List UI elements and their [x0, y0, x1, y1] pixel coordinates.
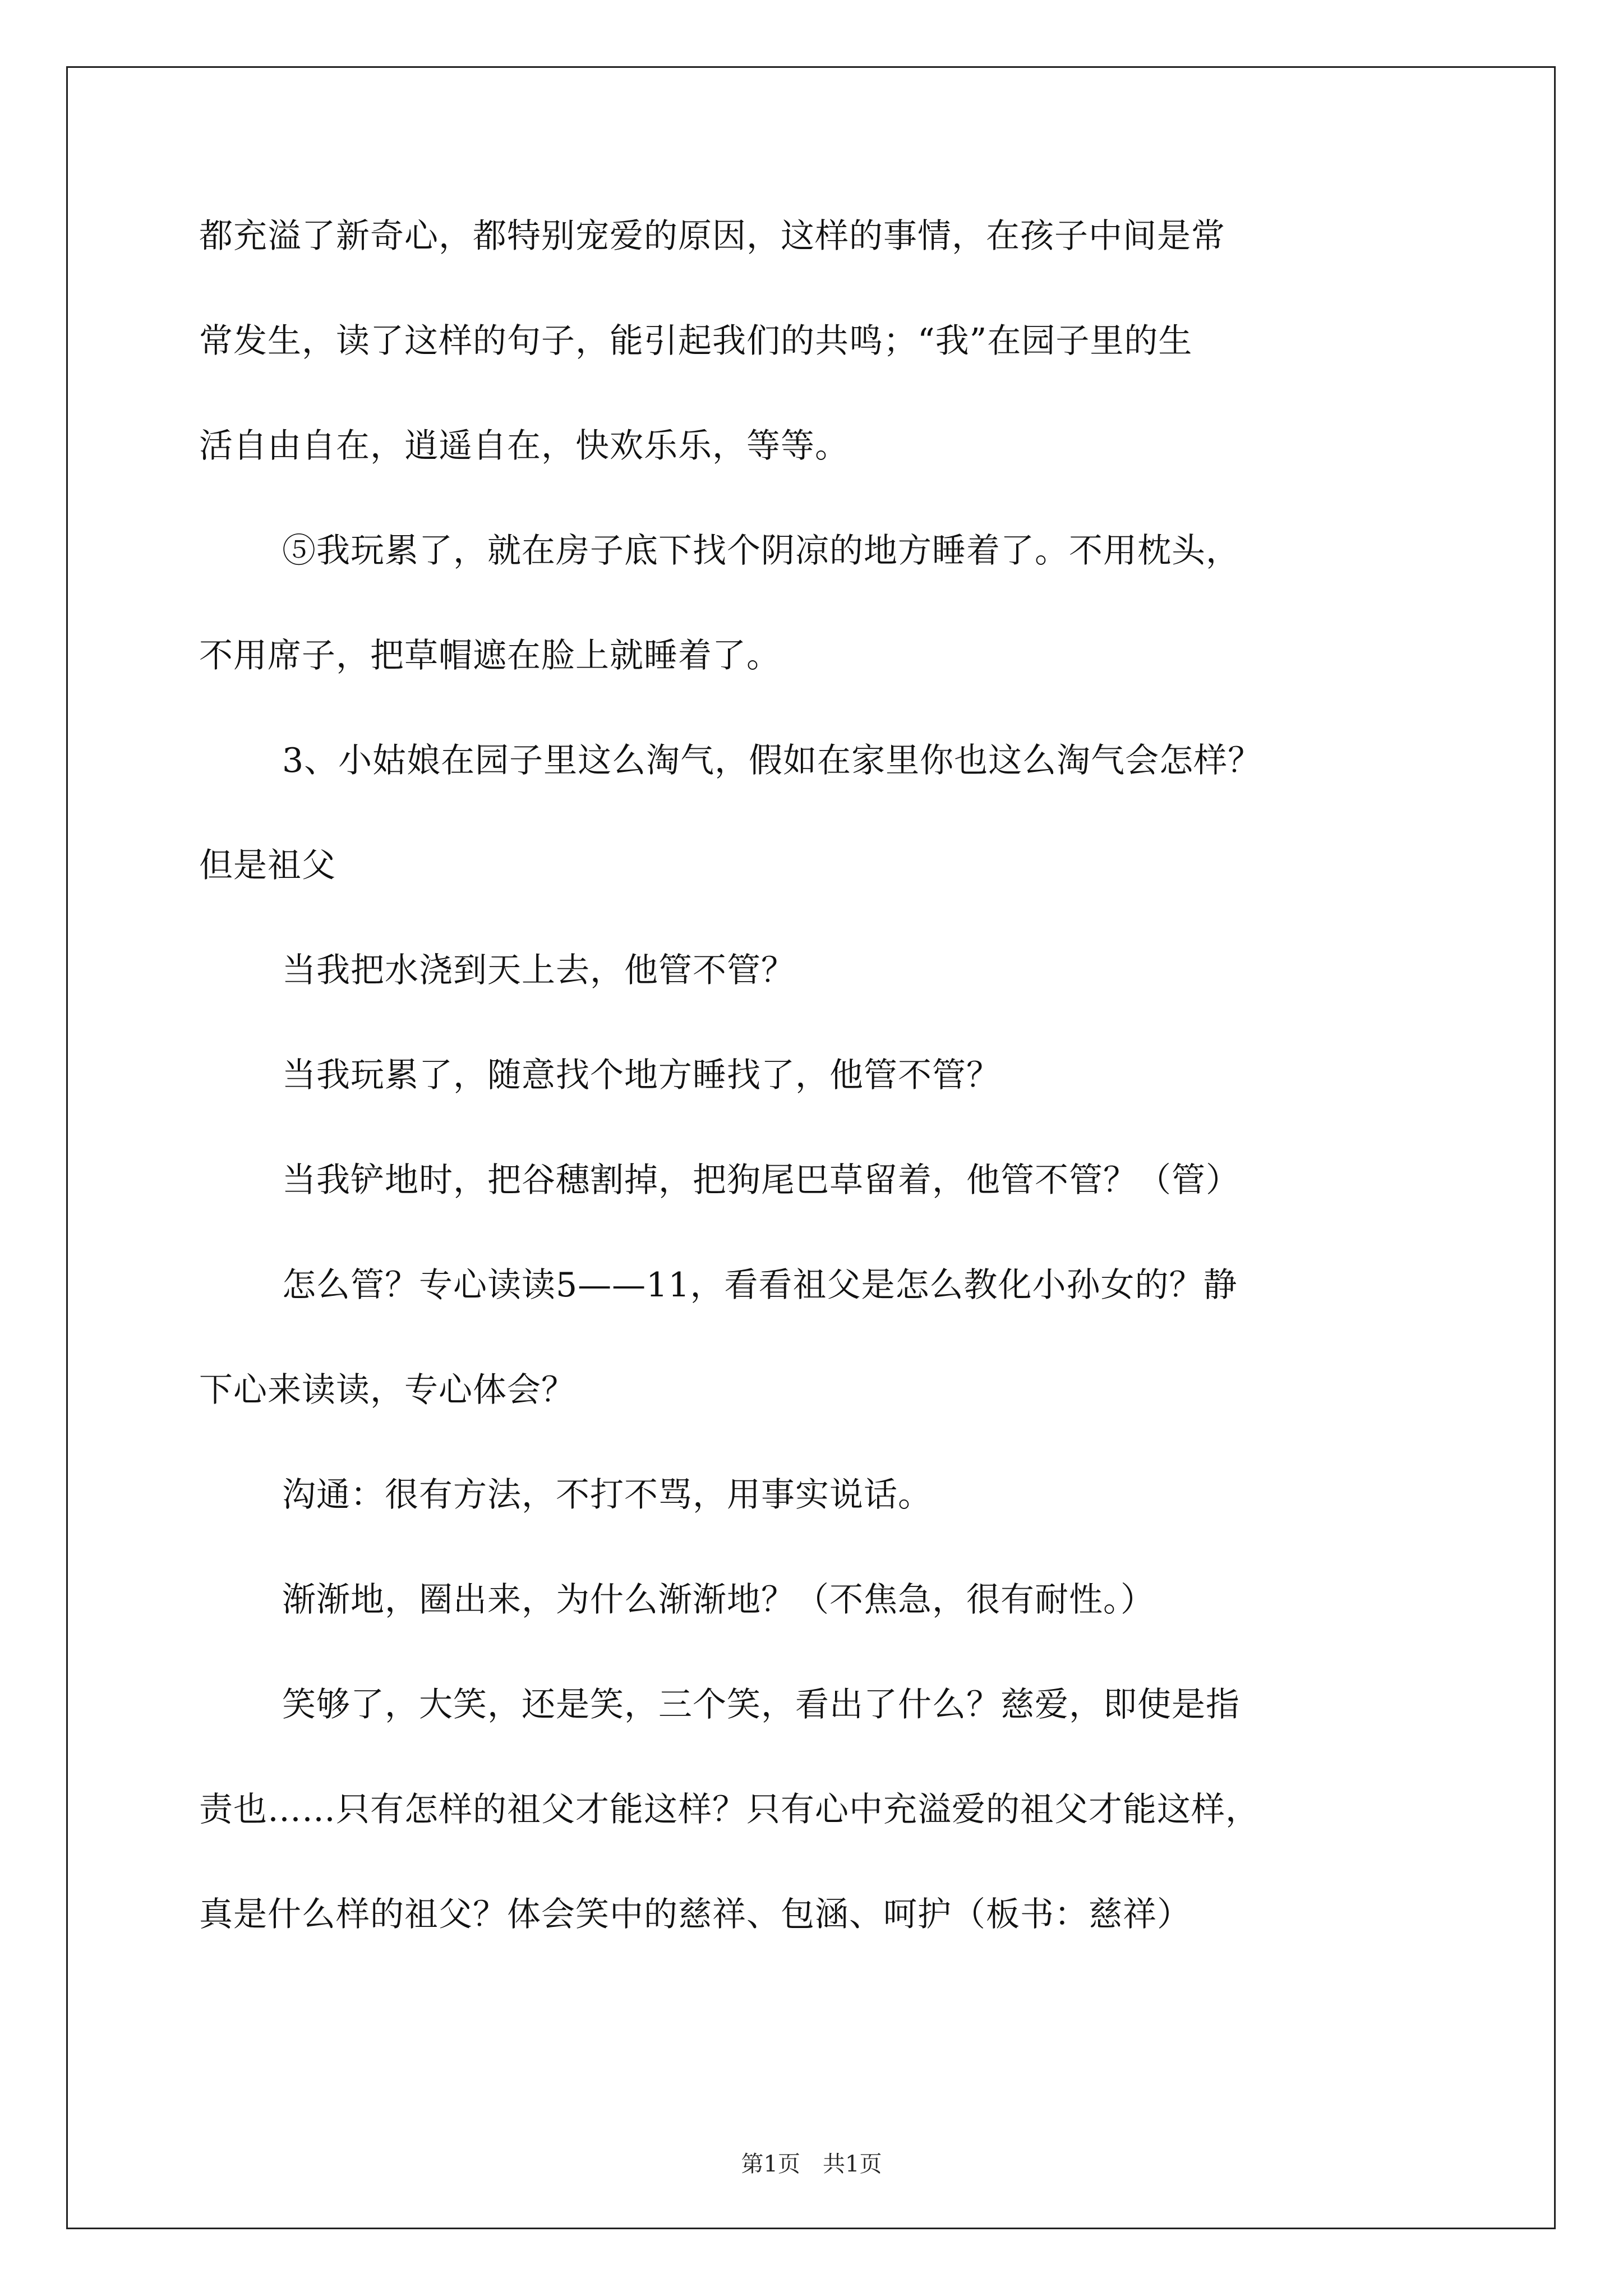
text-line: 3、小姑娘在园子里这么淘气，假如在家里你也这么淘气会怎样？ [282, 741, 1262, 780]
text-line: 都充溢了新奇心，都特别宠爱的原因，这样的事情，在孩子中间是常 [199, 217, 1225, 256]
text-line: 当我玩累了，随意找个地方睡找了，他管不管？ [282, 1056, 1000, 1095]
text-line: 责也……只有怎样的祖父才能这样？只有心中充溢爱的祖父才能这样， [199, 1790, 1260, 1829]
page-footer: 第1页 共1页 [741, 2151, 882, 2177]
text-line: 常发生，读了这样的句子，能引起我们的共鸣；“我”在园子里的生 [199, 321, 1193, 361]
text-line: 但是祖父 [199, 846, 336, 885]
text-line: ⑤我玩累了，就在房子底下找个阴凉的地方睡着了。不用枕头， [282, 531, 1240, 570]
document-body [199, 216, 1433, 1999]
text-line: 下心来读读，专心体会？ [199, 1370, 575, 1410]
text-line: 怎么管？专心读读5——11，看看祖父是怎么教化小孙女的？静 [282, 1266, 1238, 1305]
text-line: 不用席子，把草帽遮在脸上就睡着了。 [199, 636, 781, 675]
text-line: 当我把水浇到天上去，他管不管？ [282, 951, 795, 990]
text-line: 活自由自在，逍遥自在，快欢乐乐，等等。 [199, 426, 849, 466]
text-line: 渐渐地，圈出来，为什么渐渐地？（不焦急，很有耐性。） [282, 1580, 1155, 1619]
text-line: 笑够了，大笑，还是笑，三个笑，看出了什么？慈爱，即使是指 [282, 1685, 1240, 1724]
text-line: 沟通：很有方法，不打不骂，用事实说话。 [282, 1475, 932, 1515]
text-line: 真是什么样的祖父？体会笑中的慈祥、包涵、呵护（板书：慈祥） [199, 1895, 1191, 1934]
text-line: 当我铲地时，把谷穗割掉，把狗尾巴草留着，他管不管？（管） [282, 1161, 1240, 1200]
